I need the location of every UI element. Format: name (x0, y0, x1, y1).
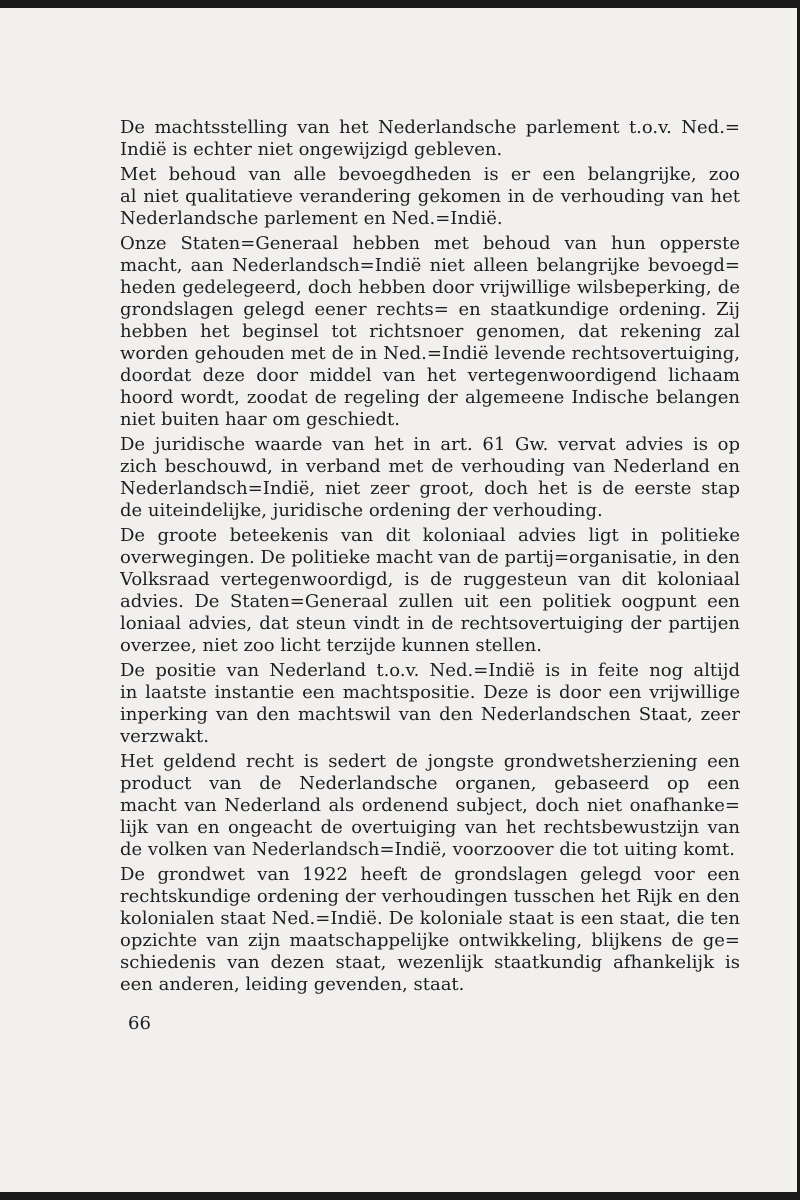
text-line: in laatste instantie een machtspositie. Deze is door een vrijwillige (120, 682, 740, 703)
text-line: De grondwet van 1922 heeft de grondslagen gelegd voor een (120, 864, 740, 885)
paragraph-4 (120, 434, 740, 522)
text-line: kolonialen staat Ned.=Indië. De koloniale staat is een staat, die ten (120, 908, 740, 929)
text-line: macht van Nederland als ordenend subject, doch niet onafhanke= (120, 795, 740, 816)
text-line: Onze Staten=Generaal hebben met behoud van hun opperste (120, 233, 740, 254)
text-line: de volken van Nederlandsch=Indië, voorzoover die tot uiting komt. (120, 839, 735, 860)
text-line: product van de Nederlandsche organen, gebaseerd op een (120, 773, 740, 794)
text-line: De juridische waarde van het in art. 61 Gw. vervat advies is op (120, 434, 740, 455)
text-line: Nederlandsch=Indië, niet zeer groot, doch het is de eerste stap (120, 478, 740, 499)
text-line: Nederlandsche parlement en Ned.=Indië. (120, 208, 503, 229)
text-line: Indië is echter niet ongewijzigd gebleven. (120, 139, 503, 160)
text-line: lijk van en ongeacht de overtuiging van het rechtsbewustzijn van (120, 817, 740, 838)
text-line: De machtsstelling van het Nederlandsche parlement t.o.v. Ned.= (120, 117, 740, 138)
text-line: een anderen, leiding gevenden, staat. (120, 974, 465, 995)
text-line: worden gehouden met de in Ned.=Indië levende rechtsovertuiging, (120, 343, 740, 364)
text-line: inperking van den machtswil van den Nederlandschen Staat, zeer (120, 704, 740, 725)
text-line: De groote beteekenis van dit koloniaal advies ligt in politieke (120, 525, 740, 546)
paragraph-5 (120, 525, 740, 657)
paragraph-1 (120, 117, 740, 161)
text-line: rechtskundige ordening der verhoudingen tusschen het Rijk en den (120, 886, 740, 907)
text-line: Volksraad vertegenwoordigd, is de ruggesteun van dit koloniaal (120, 569, 740, 590)
text-line: grondslagen gelegd eener rechts= en staatkundige ordening. Zij (120, 299, 740, 320)
text-line: doordat deze door middel van het vertegenwoordigend lichaam (120, 365, 740, 386)
text-line: schiedenis van dezen staat, wezenlijk staatkundig afhankelijk is (120, 952, 740, 973)
body-text (120, 117, 740, 999)
text-line: hebben het beginsel tot richtsnoer genomen, dat rekening zal (120, 321, 740, 342)
text-line: overwegingen. De politieke macht van de partij=organisatie, in den (120, 547, 740, 568)
paragraph-3 (120, 233, 740, 431)
text-line: de uiteindelijke, juridische ordening der verhouding. (120, 500, 603, 521)
text-line: hoord wordt, zoodat de regeling der algemeene Indische belangen (120, 387, 740, 408)
text-line: Het geldend recht is sedert de jongste grondwetsherziening een (120, 751, 740, 772)
text-line: niet buiten haar om geschiedt. (120, 409, 401, 430)
paragraph-8 (120, 864, 740, 996)
text-line: verzwakt. (120, 726, 209, 747)
paragraph-6 (120, 660, 740, 748)
text-line: loniaal advies, dat steun vindt in de rechtsovertuiging der partijen (120, 613, 740, 634)
text-line: zich beschouwd, in verband met de verhouding van Nederland en (120, 456, 740, 477)
text-line: Met behoud van alle bevoegdheden is er een belangrijke, zoo (120, 164, 740, 185)
text-line: macht, aan Nederlandsch=Indië niet alleen belangrijke bevoegd= (120, 255, 740, 276)
paragraph-2 (120, 164, 740, 230)
scanned-page (0, 8, 797, 1192)
text-line: De positie van Nederland t.o.v. Ned.=Indië is in feite nog altijd (120, 660, 740, 681)
paragraph-7 (120, 751, 740, 861)
text-line: advies. De Staten=Generaal zullen uit een politiek oogpunt een (120, 591, 740, 612)
text-line: overzee, niet zoo licht terzijde kunnen stellen. (120, 635, 542, 656)
text-line: heden gedelegeerd, doch hebben door vrijwillige wilsbeperking, de (120, 277, 740, 298)
text-line: al niet qualitatieve verandering gekomen in de verhouding van het (120, 186, 740, 207)
text-line: opzichte van zijn maatschappelijke ontwikkeling, blijkens de ge= (120, 930, 740, 951)
page-number: 66 (128, 1013, 151, 1034)
